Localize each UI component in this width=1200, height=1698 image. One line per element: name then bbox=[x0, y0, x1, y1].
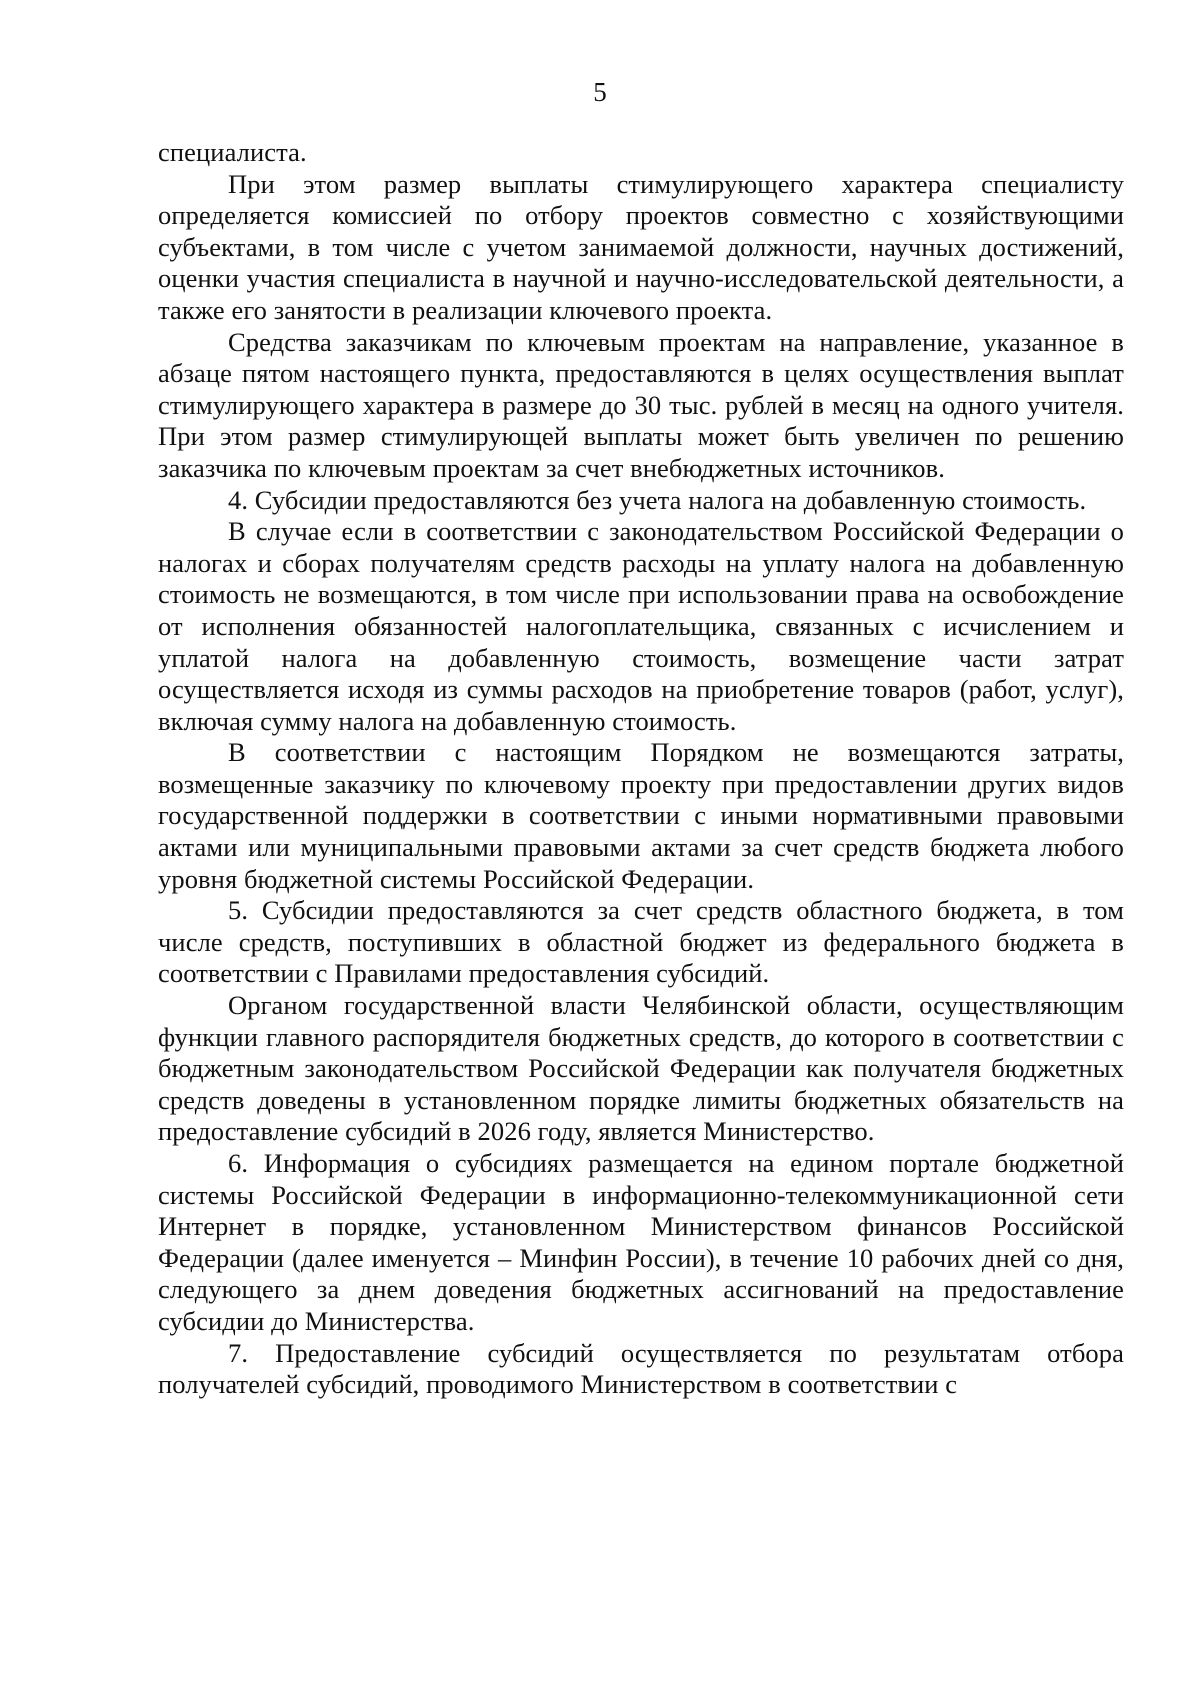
paragraph-authority: Органом государственной власти Челябинской области, осуществляющим функции главного распорядителя бюджетных средств, до которого в соответствии с бюджетным законодательством Российской Федерации как получателя бюджетных средств доведены в установленном порядке лимиты бюджетных обязательств на предоставление субсидий в 2026 году, является Министерство. bbox=[158, 990, 1124, 1147]
page-number: 5 bbox=[593, 77, 607, 107]
paragraph-clause-4: 4. Субсидии предоставляются без учета налога на добавленную стоимость. bbox=[228, 484, 1087, 515]
paragraph-clause-5: 5. Субсидии предоставляются за счет средств областного бюджета, в том числе средств, поступивших в областной бюджет из федерального бюджета в соответствии с Правилами предоставления субсидий. bbox=[158, 895, 1124, 989]
document-body bbox=[158, 137, 1124, 1401]
paragraph-non-reimbursed-costs: В соответствии с настоящим Порядком не возмещаются затраты, возмещенные заказчику по ключевому проекту при предоставлении других видов государственной поддержки в соответствии с иными нормативными правовыми актами или муниципальными правовыми актами за счет средств бюджета любого уровня бюджетной системы Российской Федерации. bbox=[158, 737, 1124, 894]
paragraph-clause-6: 6. Информация о субсидиях размещается на едином портале бюджетной системы Российской Федерации в информационно-телекоммуникационной сети Интернет в порядке, установленном Министерством финансов Российской Федерации (далее именуется – Минфин России), в течение 10 рабочих дней со дня, следующего за днем доведения бюджетных ассигнований на предоставление субсидии до Министерства. bbox=[158, 1148, 1124, 1336]
paragraph-teacher-payment: Средства заказчикам по ключевым проектам на направление, указанное в абзаце пятом настоящего пункта, предоставляются в целях осуществления выплат стимулирующего характера в размере до 30 тыс. рублей в месяц на одного учителя. При этом размер стимулирующей выплаты может быть увеличен по решению заказчика по ключевым проектам за счет внебюджетных источников. bbox=[158, 326, 1124, 483]
paragraph-specialist-payment: При этом размер выплаты стимулирующего характера специалисту определяется комиссией по отбору проектов совместно с хозяйствующими субъектами, в том числе с учетом занимаемой должности, научных достижений, оценки участия специалиста в научной и научно-исследовательской деятельности, а также его занятости в реализации ключевого проекта. bbox=[158, 168, 1124, 325]
paragraph-vat-reimbursement: В случае если в соответствии с законодательством Российской Федерации о налогах и сборах получателям средств расходы на уплату налога на добавленную стоимость не возмещаются, в том числе при использовании права на освобождение от исполнения обязанностей налогоплательщика, связанных с исчислением и уплатой налога на добавленную стоимость, возмещение части затрат осуществляется исходя из суммы расходов на приобретение товаров (работ, услуг), включая сумму налога на добавленную стоимость. bbox=[158, 516, 1124, 736]
paragraph-clause-7: 7. Предоставление субсидий осуществляется по результатам отбора получателей субсидий, проводимого Министерством в соответствии с bbox=[158, 1337, 1124, 1400]
paragraph-continuation: специалиста. bbox=[158, 137, 307, 167]
